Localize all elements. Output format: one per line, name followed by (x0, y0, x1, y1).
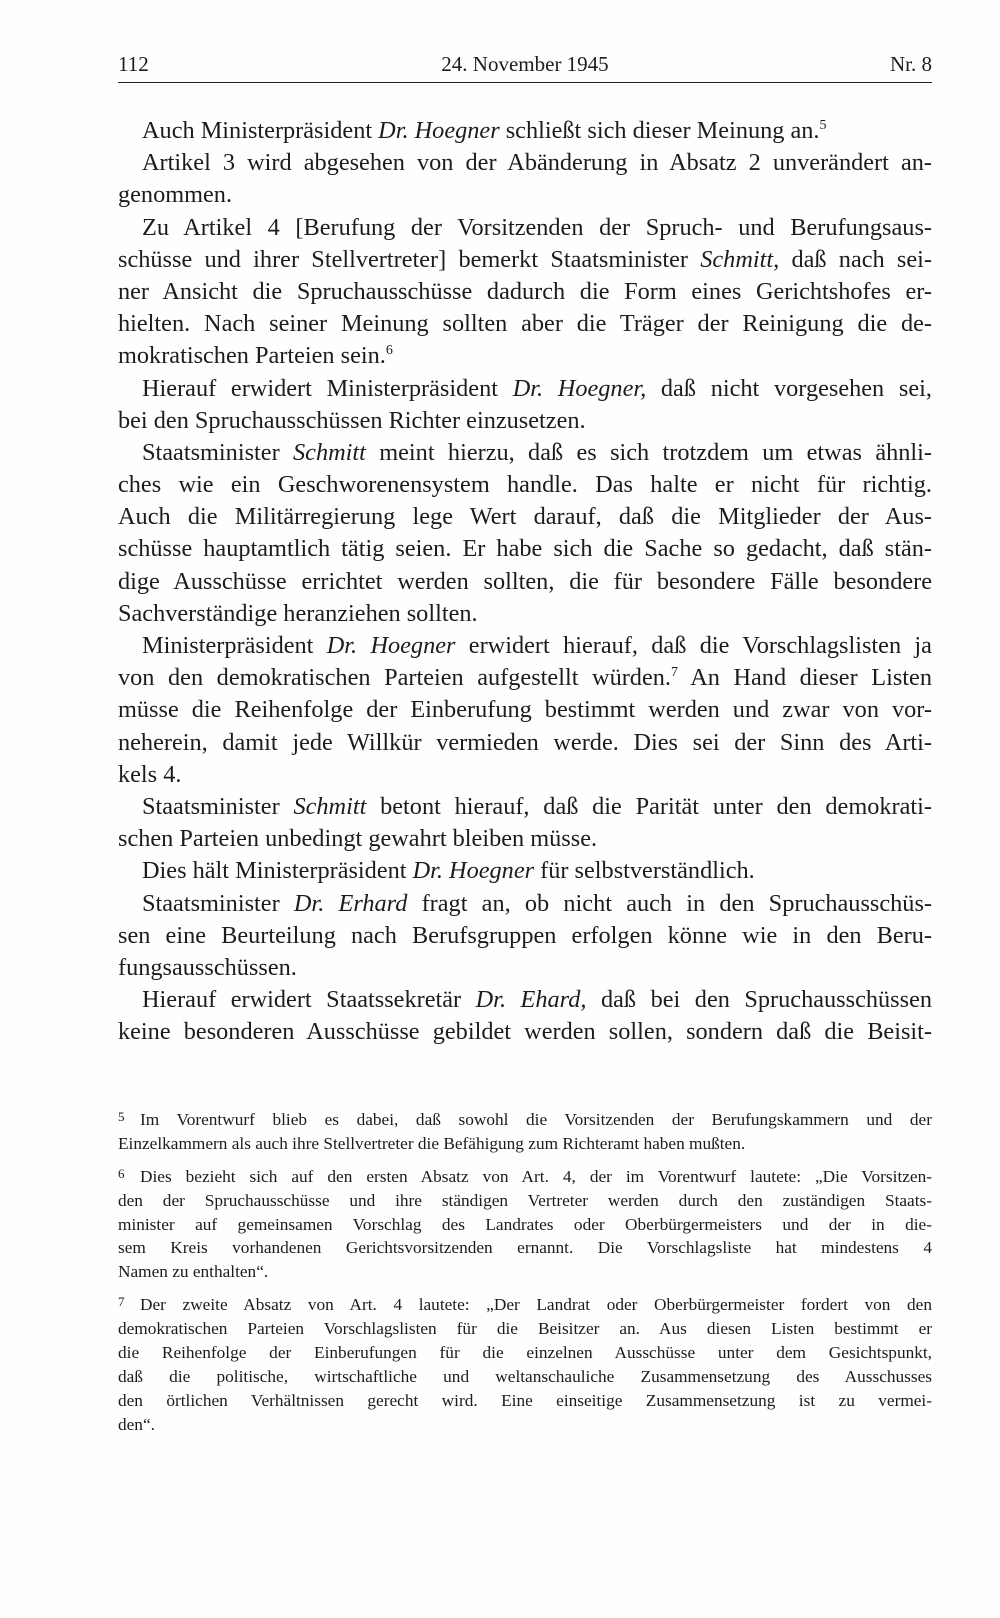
text-line: Sachverständige heranziehen sollten. (118, 599, 478, 627)
text-run: Staatsminister (142, 438, 294, 466)
name-hoegner: Dr. Hoegner (412, 857, 535, 885)
footnote-line: den der Spruchausschüsse und ihre ständigen Vertreter werden durch den zuständigen Staats- (118, 1190, 932, 1210)
footnote-ref-7: 7 (670, 665, 678, 681)
footnote-line: Der zweite Absatz von Art. 4 lautete: „Der Landrat oder Oberbürgermeister fordert von den (140, 1295, 932, 1315)
text-run: Staatsminister (142, 792, 294, 820)
footnote-7 (118, 1293, 932, 1436)
text-run: Hierauf erwidert Staatssekretär (142, 986, 476, 1014)
text-line (142, 888, 932, 920)
name-schmitt: Schmitt (293, 438, 366, 466)
text-run: Auch Ministerpräsident (142, 117, 379, 144)
text-line: Zu Artikel 4 [Berufung der Vorsitzenden der Spruch- und Berufungsaus- (142, 213, 932, 241)
text-line: keine besonderen Ausschüsse gebildet werden sollen, sondern daß die Beisit- (118, 1018, 932, 1046)
text-line: Auch die Militärregierung lege Wert darauf, daß die Mitglieder der Aus- (118, 503, 932, 531)
text-line (142, 630, 932, 662)
text-line (118, 244, 932, 276)
footnote-number: 5 (118, 1109, 125, 1124)
text-line: dige Ausschüsse errichtet werden sollten, die für besondere Fälle besondere (118, 567, 932, 595)
text-line (118, 340, 932, 372)
text-line: fungsausschüssen. (118, 953, 297, 981)
text-run: fragt an, ob nicht auch in den Spruchausschüs- (407, 889, 932, 917)
text-line (142, 791, 932, 823)
footnote-number: 7 (118, 1294, 125, 1310)
text-run: Ministerpräsident (142, 632, 327, 659)
footnote-line: Einzelkammern als auch ihre Stellvertreter die Befähigung zum Richteramt haben mußten. (118, 1133, 746, 1153)
footnote-line: demokratischen Parteien Vorschlagslisten für die Beisitzer an. Aus diesen Listen bestimmt er (118, 1319, 932, 1339)
text-line: schüsse hauptamtlich tätig seien. Er habe sich die Sache so gedacht, daß stän- (118, 535, 932, 563)
footnote-5 (118, 1108, 932, 1156)
text-line: ner Ansicht die Spruchausschüsse dadurch die Form eines Gerichtshofes er- (118, 277, 932, 305)
footnote-line: den örtlichen Verhältnissen gerecht wird. Eine einseitige Zusammensetzung ist zu vermei- (118, 1390, 932, 1410)
text-run: betont hierauf, daß die Parität unter den demokrati- (366, 792, 932, 820)
text-run: schüsse und ihrer Stellvertreter] bemerkt Staatsminister (118, 245, 701, 273)
footnote-ref-5: 5 (819, 118, 827, 133)
text-run: Hierauf erwidert Ministerpräsident (142, 374, 513, 402)
footnote-line: Namen zu enthalten“. (118, 1262, 269, 1282)
text-line: hielten. Nach seiner Meinung sollten aber die Träger der Reinigung die de- (118, 310, 932, 338)
page-number: 112 (118, 52, 149, 76)
text-run: daß bei den Spruchausschüssen (586, 986, 932, 1014)
name-erhard: Dr. Erhard (293, 889, 408, 917)
text-line: Artikel 3 wird abgesehen von der Abänderung in Absatz 2 unverändert an- (142, 149, 932, 177)
text-run: mokratischen Parteien sein. (118, 342, 386, 370)
text-run: meint hierzu, daß es sich trotzdem um etwas ähnli- (365, 438, 932, 466)
text-run: daß nicht vorgesehen sei, (646, 374, 932, 402)
text-line: ches wie ein Geschworenensystem handle. Das halte er nicht für richtig. (118, 471, 932, 499)
main-text (118, 115, 932, 1048)
text-run: Staatsminister (142, 889, 294, 917)
name-hoegner: Dr. Hoegner, (512, 374, 647, 402)
document-number: Nr. 8 (890, 52, 932, 76)
text-run: daß nach sei- (779, 245, 932, 273)
footnote-line: daß die politische, wirtschaftliche und weltanschauliche Zusammensetzung des Ausschusses (118, 1366, 932, 1386)
name-ehard: Dr. Ehard, (475, 986, 587, 1014)
header-date: 24. November 1945 (441, 52, 609, 76)
text-line: neherein, damit jede Willkür vermieden werde. Dies sei der Sinn des Arti- (118, 728, 932, 756)
footnote-line: sem Kreis vorhandenen Gerichtsvorsitzenden ernannt. Die Vorschlagsliste hat mindestens 4 (118, 1238, 932, 1258)
footnote-number: 6 (118, 1165, 125, 1181)
text-line (142, 984, 932, 1016)
name-hoegner: Dr. Hoegner (326, 632, 456, 659)
text-line (142, 115, 932, 147)
text-line: müsse die Reihenfolge der Einberufung bestimmt werden und zwar von vor- (118, 696, 932, 724)
text-line (142, 437, 932, 469)
text-line (118, 662, 932, 694)
footnote-line: die Reihenfolge der Einberufungen für die einzelnen Ausschüsse unter dem Gesichtspunkt, (118, 1343, 932, 1363)
text-line: genommen. (118, 181, 233, 209)
footnote-line: Im Vorentwurf blieb es dabei, daß sowohl die Vorsitzenden der Berufungskammern und der (140, 1110, 932, 1129)
text-line: bei den Spruchausschüssen Richter einzusetzen. (118, 406, 586, 434)
footnotes (118, 1108, 932, 1446)
footnote-line: minister auf gemeinsamen Vorschlag des Landrates oder Oberbürgermeisters und der in die- (118, 1214, 932, 1234)
name-schmitt: Schmitt (293, 792, 367, 820)
footnote-line: den“. (118, 1414, 155, 1434)
text-run: schließt sich dieser Meinung an. (499, 117, 820, 144)
text-run: für selbstverständlich. (534, 857, 755, 885)
text-line: sen eine Beurteilung nach Berufsgruppen erfolgen könne wie in den Beru- (118, 921, 932, 949)
text-run: An Hand dieser Listen (677, 664, 932, 692)
name-hoegner: Dr. Hoegner (378, 117, 500, 144)
footnote-6 (118, 1165, 932, 1284)
running-header (118, 48, 932, 83)
text-line: kels 4. (118, 760, 182, 788)
text-line (142, 373, 932, 405)
text-line: schen Parteien unbedingt gewahrt bleiben müsse. (118, 825, 598, 853)
footnote-ref-6: 6 (385, 343, 393, 359)
text-line (142, 855, 932, 887)
name-schmitt: Schmitt, (700, 245, 780, 273)
text-run: von den demokratischen Parteien aufgestellt würden. (118, 664, 671, 692)
text-run: erwidert hierauf, daß die Vorschlagslisten ja (455, 632, 932, 659)
text-run: Dies hält Ministerpräsident (142, 857, 413, 885)
footnote-line: Dies bezieht sich auf den ersten Absatz von Art. 4, der im Vorentwurf lautete: „Die Vorsitzen- (140, 1166, 932, 1186)
